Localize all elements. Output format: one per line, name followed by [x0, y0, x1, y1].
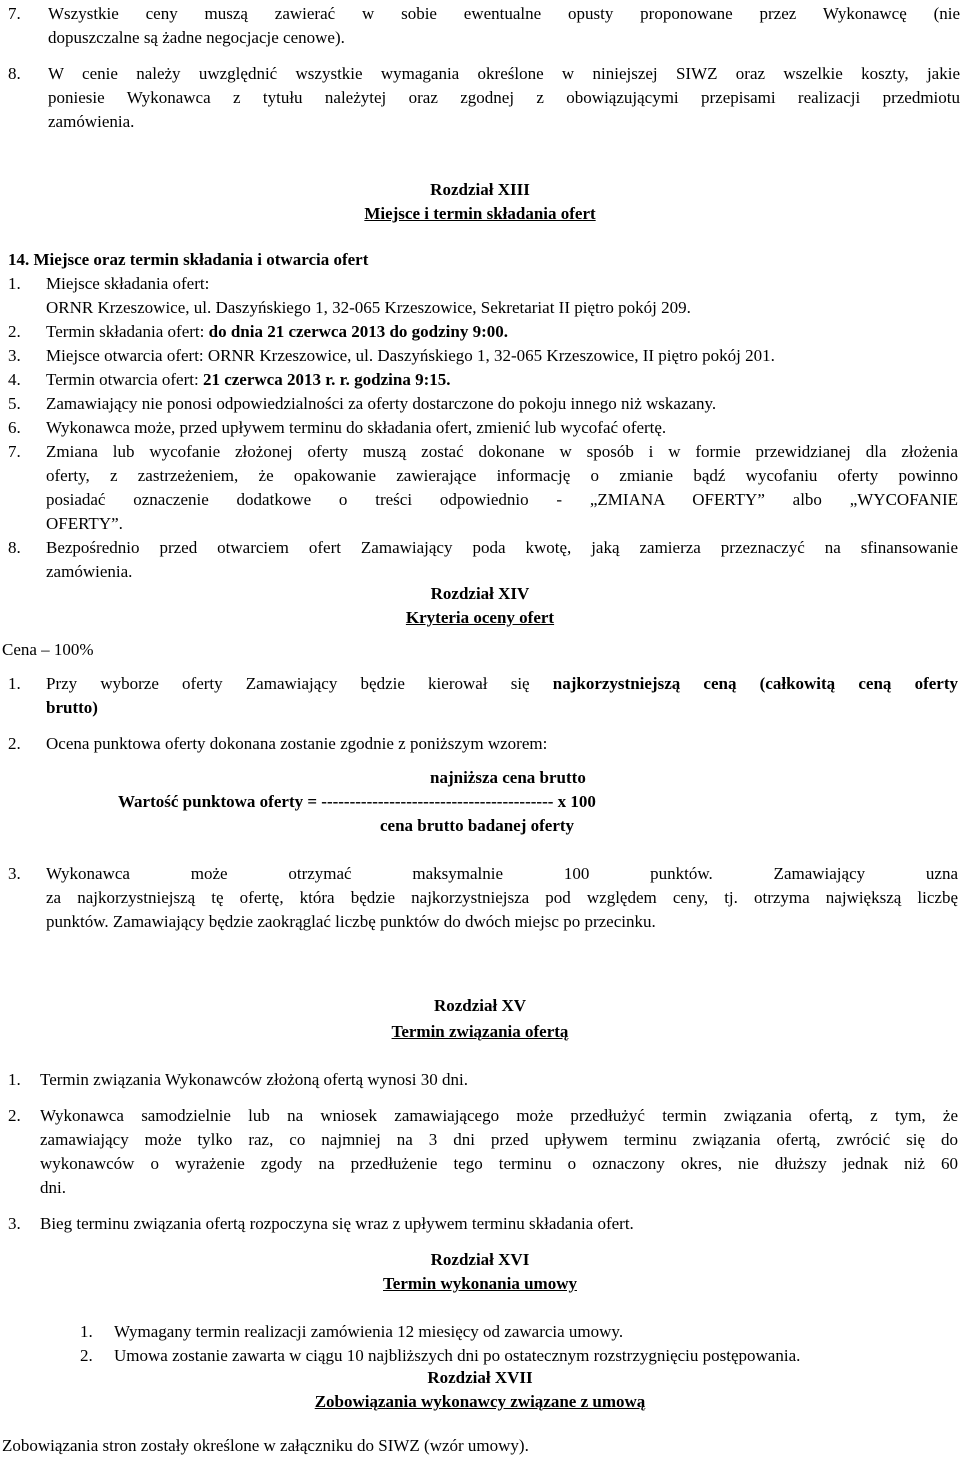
item-text: ORNR Krzeszowice, ul. Daszyńskiego 1, 32-065 Krzeszowice, Sekretariat II piętro pokój 209. [46, 298, 691, 317]
formula-denominator: cena brutto badanej oferty [380, 816, 575, 835]
item-number: 3. [8, 346, 21, 365]
item-text-line: zamówienia. [46, 562, 133, 581]
item-number: 1. [8, 674, 21, 693]
item-text-line: zamówienia. [48, 112, 135, 131]
item-number: 2. [8, 734, 21, 753]
price-weight: Cena – 100% [2, 640, 94, 659]
item-text: Ocena punktowa oferty dokonana zostanie zgodnie z poniższym wzorem: [46, 734, 548, 753]
item-number: 3. [8, 1214, 21, 1233]
item-text: Wymagany termin realizacji zamówienia 12 miesięcy od zawarcia umowy. [114, 1322, 624, 1341]
item-text [46, 368, 451, 392]
item-text-line: wykonawców o wyrażenie zgody na przedłużenie tego terminu o oznaczony okres, nie dłuższy jednak niż 60 [40, 1154, 958, 1173]
item-text-line: OFERTY”. [46, 514, 123, 533]
item-number: 2. [8, 322, 21, 341]
item-number: 5. [8, 394, 21, 413]
item-text-line: poniesie Wykonawca z tytułu należytej oraz zgodnej z obowiązującymi przepisami realizacji przedmiotu [48, 88, 960, 107]
item-text-bold: 21 czerwca 2013 r. r. godzina 9:15. [202, 370, 451, 389]
item-number: 1. [8, 1070, 21, 1089]
item-text-line: Wykonawca samodzielnie lub na wniosek zamawiającego może przedłużyć termin związania ofertą, z tym, że [40, 1106, 958, 1125]
item-number: 8. [8, 64, 21, 83]
item-text: Miejsce składania ofert: [46, 274, 210, 293]
item-text: Wykonawca może, przed upływem terminu do składania ofert, zmienić lub wycofać ofertę. [46, 418, 667, 437]
item-text-bold: brutto) [46, 698, 98, 717]
chapter-subtitle: Termin wykonania umowy [383, 1274, 577, 1293]
item-number: 7. [8, 442, 21, 461]
item-number: 3. [8, 864, 21, 883]
formula-numerator: najniższa cena brutto [430, 768, 586, 787]
chapter-subtitle: Termin związania ofertą [391, 1022, 569, 1041]
item-text-line: dni. [40, 1178, 66, 1197]
item-number: 8. [8, 538, 21, 557]
item-text: Zamawiający nie ponosi odpowiedzialności za oferty dostarczone do pokoju innego niż wskazany. [46, 394, 717, 413]
item-text-plain: Termin otwarcia ofert: [46, 370, 203, 389]
item-text-bold: najkorzystniejszą ceną (całkowitą ceną oferty [552, 674, 958, 693]
chapter-subtitle: Zobowiązania wykonawcy związane z umową [314, 1392, 646, 1411]
item-text-plain: Przy wyborze oferty Zamawiający będzie kierował się [46, 674, 553, 693]
item-text [46, 320, 508, 344]
chapter-title: Rozdział XIII [430, 180, 530, 199]
item-number: 1. [80, 1322, 93, 1341]
item-text: Umowa zostanie zawarta w ciągu 10 najbliższych dni po ostatecznym rozstrzygnięciu postępowania. [114, 1346, 801, 1365]
chapter-subtitle: Miejsce i termin składania ofert [364, 204, 596, 223]
item-text-line: oferty, z zastrzeżeniem, że opakowanie zawierające informację o zmianie bądź wycofaniu oferty powinno [46, 466, 958, 485]
chapter-title: Rozdział XIV [430, 584, 530, 603]
chapter-title: Rozdział XVI [430, 1250, 530, 1269]
item-number: 7. [8, 4, 21, 23]
item-text-line: Bezpośrednio przed otwarciem ofert Zamawiający poda kwotę, jaką zamierza przeznaczyć na sfinansowanie [46, 538, 958, 557]
formula-main: Wartość punktowa oferty = ----------------------------------------- x 100 [118, 792, 596, 811]
item-text-line: posiadać oznaczenie dodatkowe o treści odpowiednio - „ZMIANA OFERTY” albo „WYCOFANIE [46, 490, 958, 509]
item-text: Termin związania Wykonawców złożoną ofertą wynosi 30 dni. [40, 1070, 468, 1089]
chapter-title: Rozdział XV [433, 996, 527, 1015]
item-text-line [46, 672, 958, 696]
item-number: 2. [8, 1106, 21, 1125]
item-text-line: Wykonawca może otrzymać maksymalnie 100 punktów. Zamawiający uzna [46, 864, 958, 883]
item-text-line: punktów. Zamawiający będzie zaokrąglać liczbę punktów do dwóch miejsc po przecinku. [46, 912, 656, 931]
item-text-line: zamawiający może tylko raz, co najmniej na 3 dni przed upływem terminu związania ofertą, zwrócić się do [40, 1130, 958, 1149]
item-text-line: za najkorzystniejszą tę ofertę, która będzie najkorzystniejsza pod względem ceny, tj. otrzyma największą liczbę [46, 888, 958, 907]
paragraph: Zobowiązania stron zostały określone w załączniku do SIWZ (wzór umowy). [2, 1436, 529, 1455]
item-number: 2. [80, 1346, 93, 1365]
chapter-title: Rozdział XVII [427, 1368, 533, 1387]
item-text: Miejsce otwarcia ofert: ORNR Krzeszowice, ul. Daszyńskiego 1, 32-065 Krzeszowice, II piętro pokój 201. [46, 346, 775, 365]
section-heading: 14. Miejsce oraz termin składania i otwarcia ofert [8, 250, 369, 269]
item-text-line: Zmiana lub wycofanie złożonej oferty muszą zostać dokonane w sposób i w formie przewidzianej dla złożenia [46, 442, 958, 461]
item-number: 4. [8, 370, 21, 389]
item-number: 1. [8, 274, 21, 293]
item-text-plain: Termin składania ofert: [46, 322, 209, 341]
chapter-subtitle: Kryteria oceny ofert [405, 608, 555, 627]
item-text-line: dopuszczalne są żadne negocjacje cenowe). [48, 28, 345, 47]
item-number: 6. [8, 418, 21, 437]
item-text: Bieg terminu związania ofertą rozpoczyna się wraz z upływem terminu składania ofert. [40, 1214, 634, 1233]
item-text-line: Wszystkie ceny muszą zawierać w sobie ewentualne opusty proponowane przez Wykonawcę (nie [48, 4, 960, 23]
item-text-line: W cenie należy uwzględnić wszystkie wymagania określone w niniejszej SIWZ oraz wszelkie koszty, jakie [48, 64, 960, 83]
item-text-bold: do dnia 21 czerwca 2013 do godziny 9:00. [208, 322, 509, 341]
